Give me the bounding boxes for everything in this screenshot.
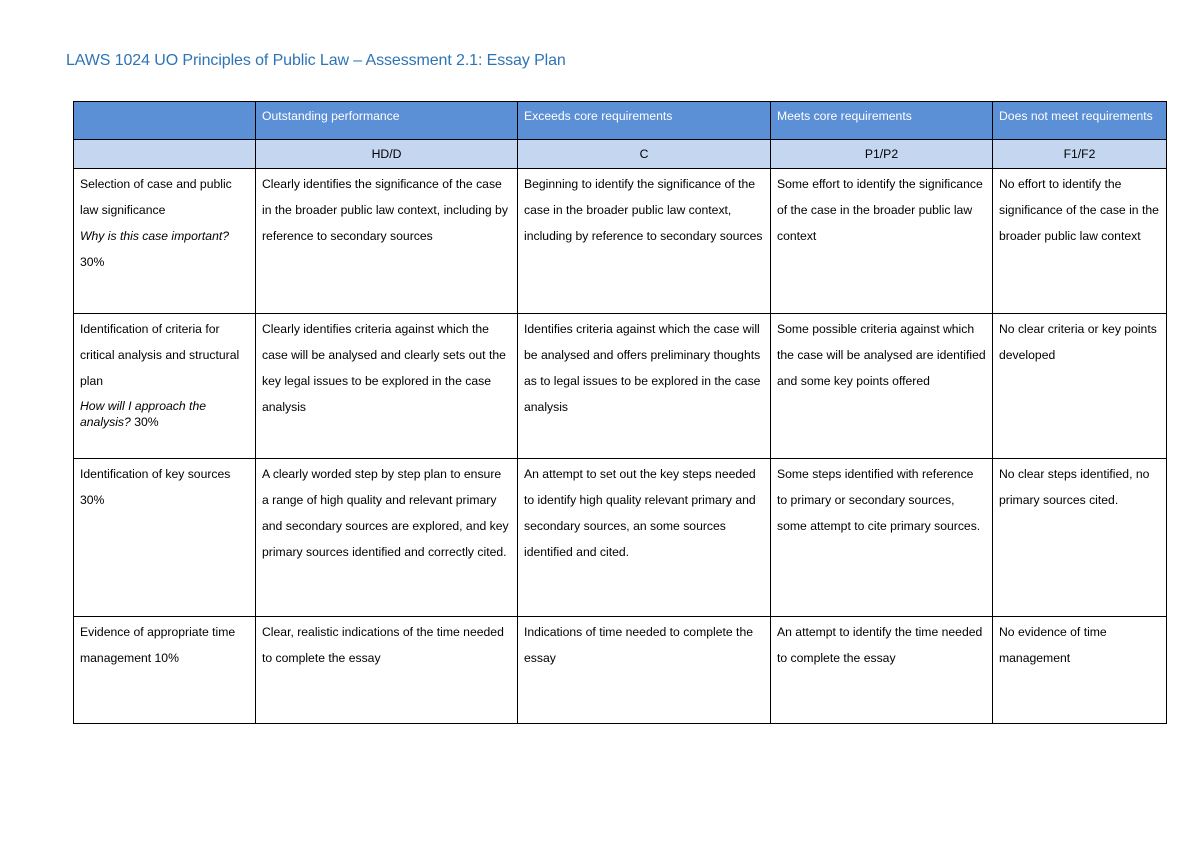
criterion-cell [74,169,256,314]
outstanding-descriptor: A clearly worded step by step plan to ensure a range of high quality and relevant primary and secondary sources are explored, and key primary sources identified and correctly cited. [256,459,518,617]
outstanding-header: Outstanding performance [256,102,518,140]
document-title: LAWS 1024 UO Principles of Public Law – Assessment 2.1: Essay Plan [66,52,566,69]
not-meet-descriptor: No clear steps identified, no primary sources cited. [993,459,1167,617]
criterion-name: Evidence of appropriate time management 10% [80,625,236,665]
criterion-cell [74,314,256,459]
meets-descriptor: Some effort to identify the significance of the case in the broader public law context [771,169,993,314]
criterion-cell [74,459,256,617]
criterion-name: Identification of criteria for critical analysis and structural plan [80,322,240,388]
not-meet-descriptor: No clear criteria or key points developed [993,314,1167,459]
grade-header-row [74,140,1167,169]
criterion-weight: 30% [134,415,159,429]
criterion-name: Identification of key sources 30% [80,467,231,507]
table-row [74,169,1167,314]
exceeds-descriptor: An attempt to set out the key steps needed to identify high quality relevant primary and secondary sources, an some sources identified and cited. [518,459,771,617]
table-row [74,617,1167,724]
outstanding-descriptor: Clearly identifies the significance of the case in the broader public law context, including by reference to secondary sources [256,169,518,314]
criterion-question [80,398,249,430]
grade-f1-f2: F1/F2 [993,140,1167,169]
table-row [74,459,1167,617]
criterion-name: Selection of case and public law significance [80,177,232,217]
grade-hd-d: HD/D [256,140,518,169]
outstanding-descriptor: Clearly identifies criteria against which the case will be analysed and clearly sets out the key legal issues to be explored in the case analysis [256,314,518,459]
criteria-grade-cell [74,140,256,169]
criterion-cell [74,617,256,724]
criteria-header-cell [74,102,256,140]
grade-p1-p2: P1/P2 [771,140,993,169]
grade-c: C [518,140,771,169]
meets-descriptor: Some steps identified with reference to primary or secondary sources, some attempt to cite primary sources. [771,459,993,617]
exceeds-header: Exceeds core requirements [518,102,771,140]
criterion-question: Why is this case important? [80,229,230,243]
meets-descriptor: Some possible criteria against which the case will be analysed are identified and some key points offered [771,314,993,459]
meets-descriptor: An attempt to identify the time needed to complete the essay [771,617,993,724]
performance-level-header-row [74,102,1167,140]
meets-header: Meets core requirements [771,102,993,140]
criterion-weight: 30% [80,255,105,269]
marking-rubric-table [73,101,1167,724]
outstanding-descriptor: Clear, realistic indications of the time needed to complete the essay [256,617,518,724]
not-meet-descriptor: No evidence of time management [993,617,1167,724]
not-meet-header: Does not meet requirements [993,102,1167,140]
criterion-question-text: How will I approach the analysis? [80,399,206,429]
not-meet-descriptor: No effort to identify the significance of the case in the broader public law context [993,169,1167,314]
exceeds-descriptor: Identifies criteria against which the case will be analysed and offers preliminary thoughts as to legal issues to be explored in the case analysis [518,314,771,459]
exceeds-descriptor: Indications of time needed to complete the essay [518,617,771,724]
table-row [74,314,1167,459]
exceeds-descriptor: Beginning to identify the significance of the case in the broader public law context, including by reference to secondary sources [518,169,771,314]
